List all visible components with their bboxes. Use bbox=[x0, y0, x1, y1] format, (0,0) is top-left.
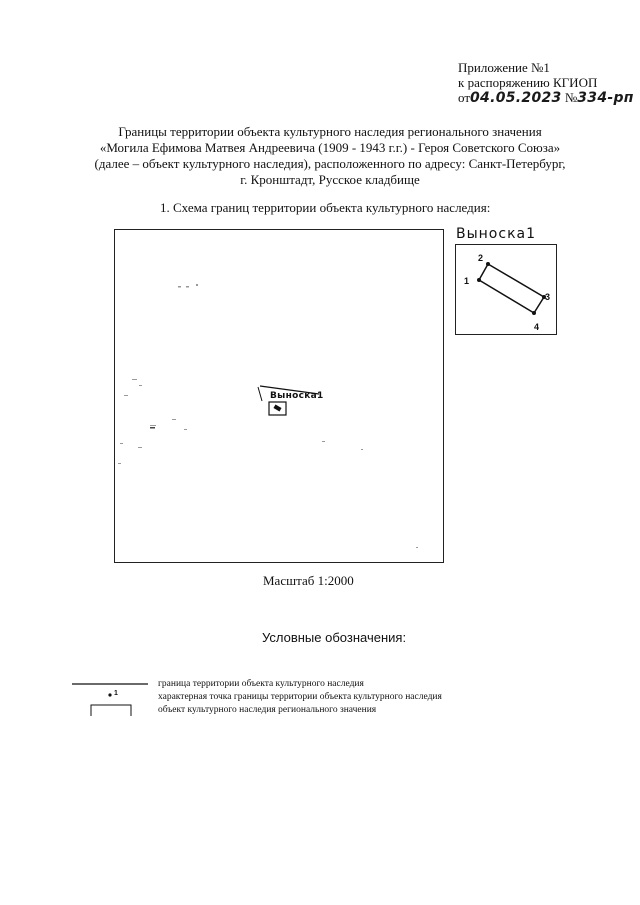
legend-point-marker bbox=[108, 693, 111, 696]
map-noise bbox=[118, 284, 418, 548]
callout-title: Выноска1 bbox=[456, 226, 537, 242]
legend-item-object: объект культурного наследия регионального значения bbox=[158, 705, 377, 715]
date-prefix: от bbox=[458, 90, 471, 105]
legend-point-number: 1 bbox=[114, 690, 118, 697]
appendix-date-line bbox=[458, 90, 634, 106]
appendix-number: Приложение №1 bbox=[458, 60, 550, 75]
point-label-1: 1 bbox=[464, 276, 470, 286]
title-line-3: (далее – объект культурного наследия), расположенного по адресу: Санкт-Петербург, bbox=[94, 156, 566, 171]
boundary-polygon bbox=[479, 264, 544, 313]
legend-item-boundary: граница территории объекта культурного наследия bbox=[158, 679, 364, 689]
point-label-2: 2 bbox=[478, 253, 484, 263]
boundary-point-1 bbox=[477, 278, 481, 282]
handwritten-date: 04.05.2023 bbox=[470, 90, 562, 106]
title-line-1: Границы территории объекта культурного наследия регионального значения bbox=[118, 124, 542, 139]
title-line-4: г. Кронштадт, Русское кладбище bbox=[240, 172, 420, 187]
point-label-4: 4 bbox=[534, 322, 540, 332]
map-callout-label: Выноска1 bbox=[270, 391, 324, 401]
legend-symbols bbox=[70, 676, 150, 716]
callout-leader-line bbox=[258, 387, 262, 401]
handwritten-number: 334-рп bbox=[577, 90, 634, 106]
title-line-2: «Могила Ефимова Матвея Андреевича (1909 - 1943 г.г.) - Героя Советского Союза» bbox=[99, 140, 561, 155]
legend-item-point: характерная точка границы территории объекта культурного наследия bbox=[158, 692, 442, 702]
boundary-point-2 bbox=[486, 262, 490, 266]
monument-marker bbox=[273, 405, 281, 412]
boundary-point-4 bbox=[532, 311, 536, 315]
point-label-3: 3 bbox=[545, 292, 551, 302]
legend-title: Условные обозначения: bbox=[262, 630, 407, 645]
appendix-order-ref: к распоряжению КГИОП bbox=[458, 75, 598, 90]
document-title bbox=[70, 124, 590, 188]
legend-object-box bbox=[91, 705, 131, 716]
section-heading: 1. Схема границ территории объекта культурного наследия: bbox=[160, 200, 491, 215]
number-prefix: № bbox=[564, 90, 578, 105]
callout-drawing bbox=[455, 244, 557, 335]
appendix-header bbox=[458, 60, 634, 106]
map-scale: Масштаб 1:2000 bbox=[263, 573, 354, 588]
